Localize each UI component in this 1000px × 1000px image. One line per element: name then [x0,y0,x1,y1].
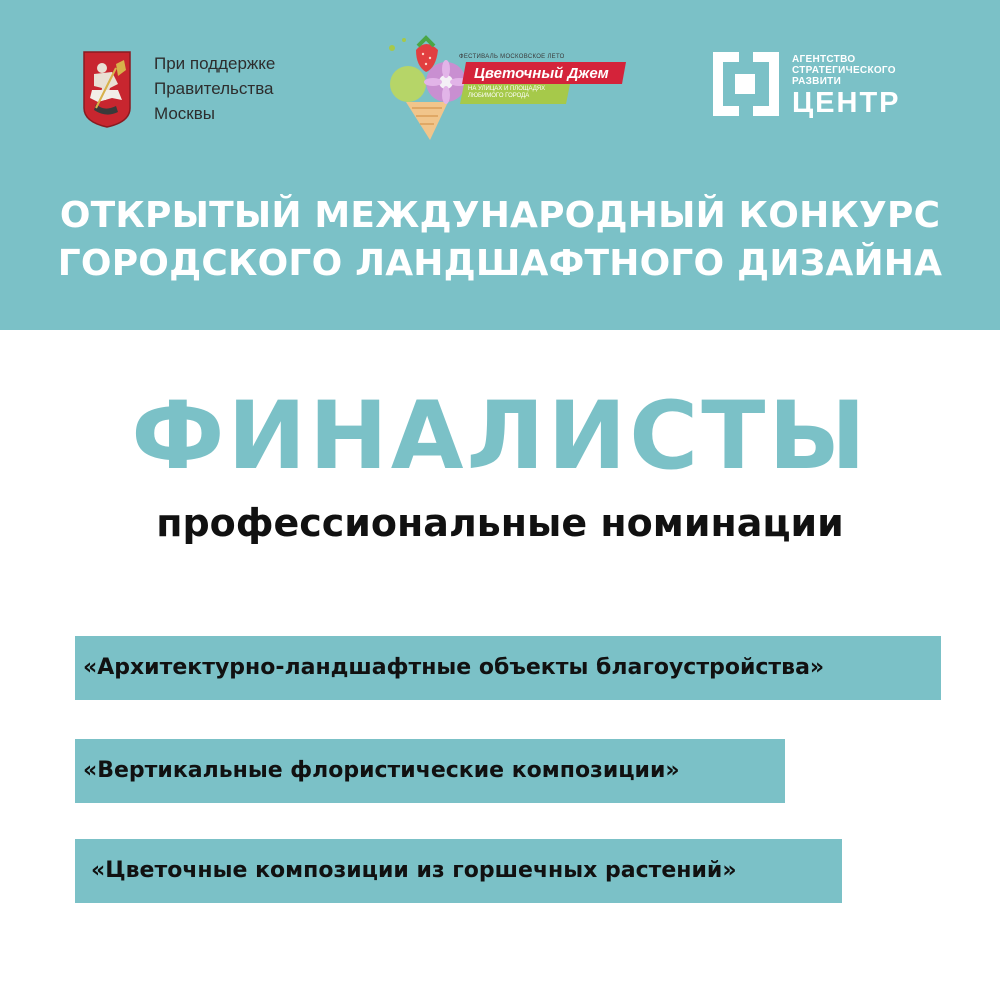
headline-line: ГОРОДСКОГО ЛАНДШАФТНОГО ДИЗАЙНА [57,243,943,284]
headline-line: ОТКРЫТЫЙ МЕЖДУНАРОДНЫЙ КОНКУРС [59,195,941,236]
agency-line: СТРАТЕГИЧЕСКОГО [792,65,896,76]
agency-name: ЦЕНТР [792,87,901,119]
moscow-caption-line: Правительства [154,79,274,98]
festival-top-line: ФЕСТИВАЛЬ МОСКОВСКОЕ ЛЕТО [459,54,565,60]
moscow-support-logo [82,50,312,130]
moscow-caption-line: При поддержке [154,54,276,73]
nominations-subtitle: профессиональные номинации [156,501,844,545]
festival-sub-line: ЛЮБИМОГО ГОРОДА [468,93,530,99]
agency-bracket-icon [713,52,779,116]
nomination-item: «Цветочные композиции из горшечных растений» [75,839,842,903]
moscow-caption-line: Москвы [154,104,215,123]
festival-logo [382,32,632,142]
festival-sub-line: НА УЛИЦАХ И ПЛОЩАДЯХ [468,86,546,92]
contest-headline [0,192,1000,288]
moscow-coat-of-arms-icon [82,50,132,128]
agency-logo [713,52,913,122]
header-band [0,0,1000,330]
finalists-title: ФИНАЛИСТЫ [131,382,869,491]
nomination-item: «Архитектурно-ландшафтные объекты благоустройства» [75,636,941,700]
agency-line: АГЕНТСТВО [792,54,856,65]
festival-name: Цветочный Джем [474,65,609,82]
agency-line: РАЗВИТИ [792,76,842,87]
nomination-item: «Вертикальные флористические композиции» [75,739,785,803]
